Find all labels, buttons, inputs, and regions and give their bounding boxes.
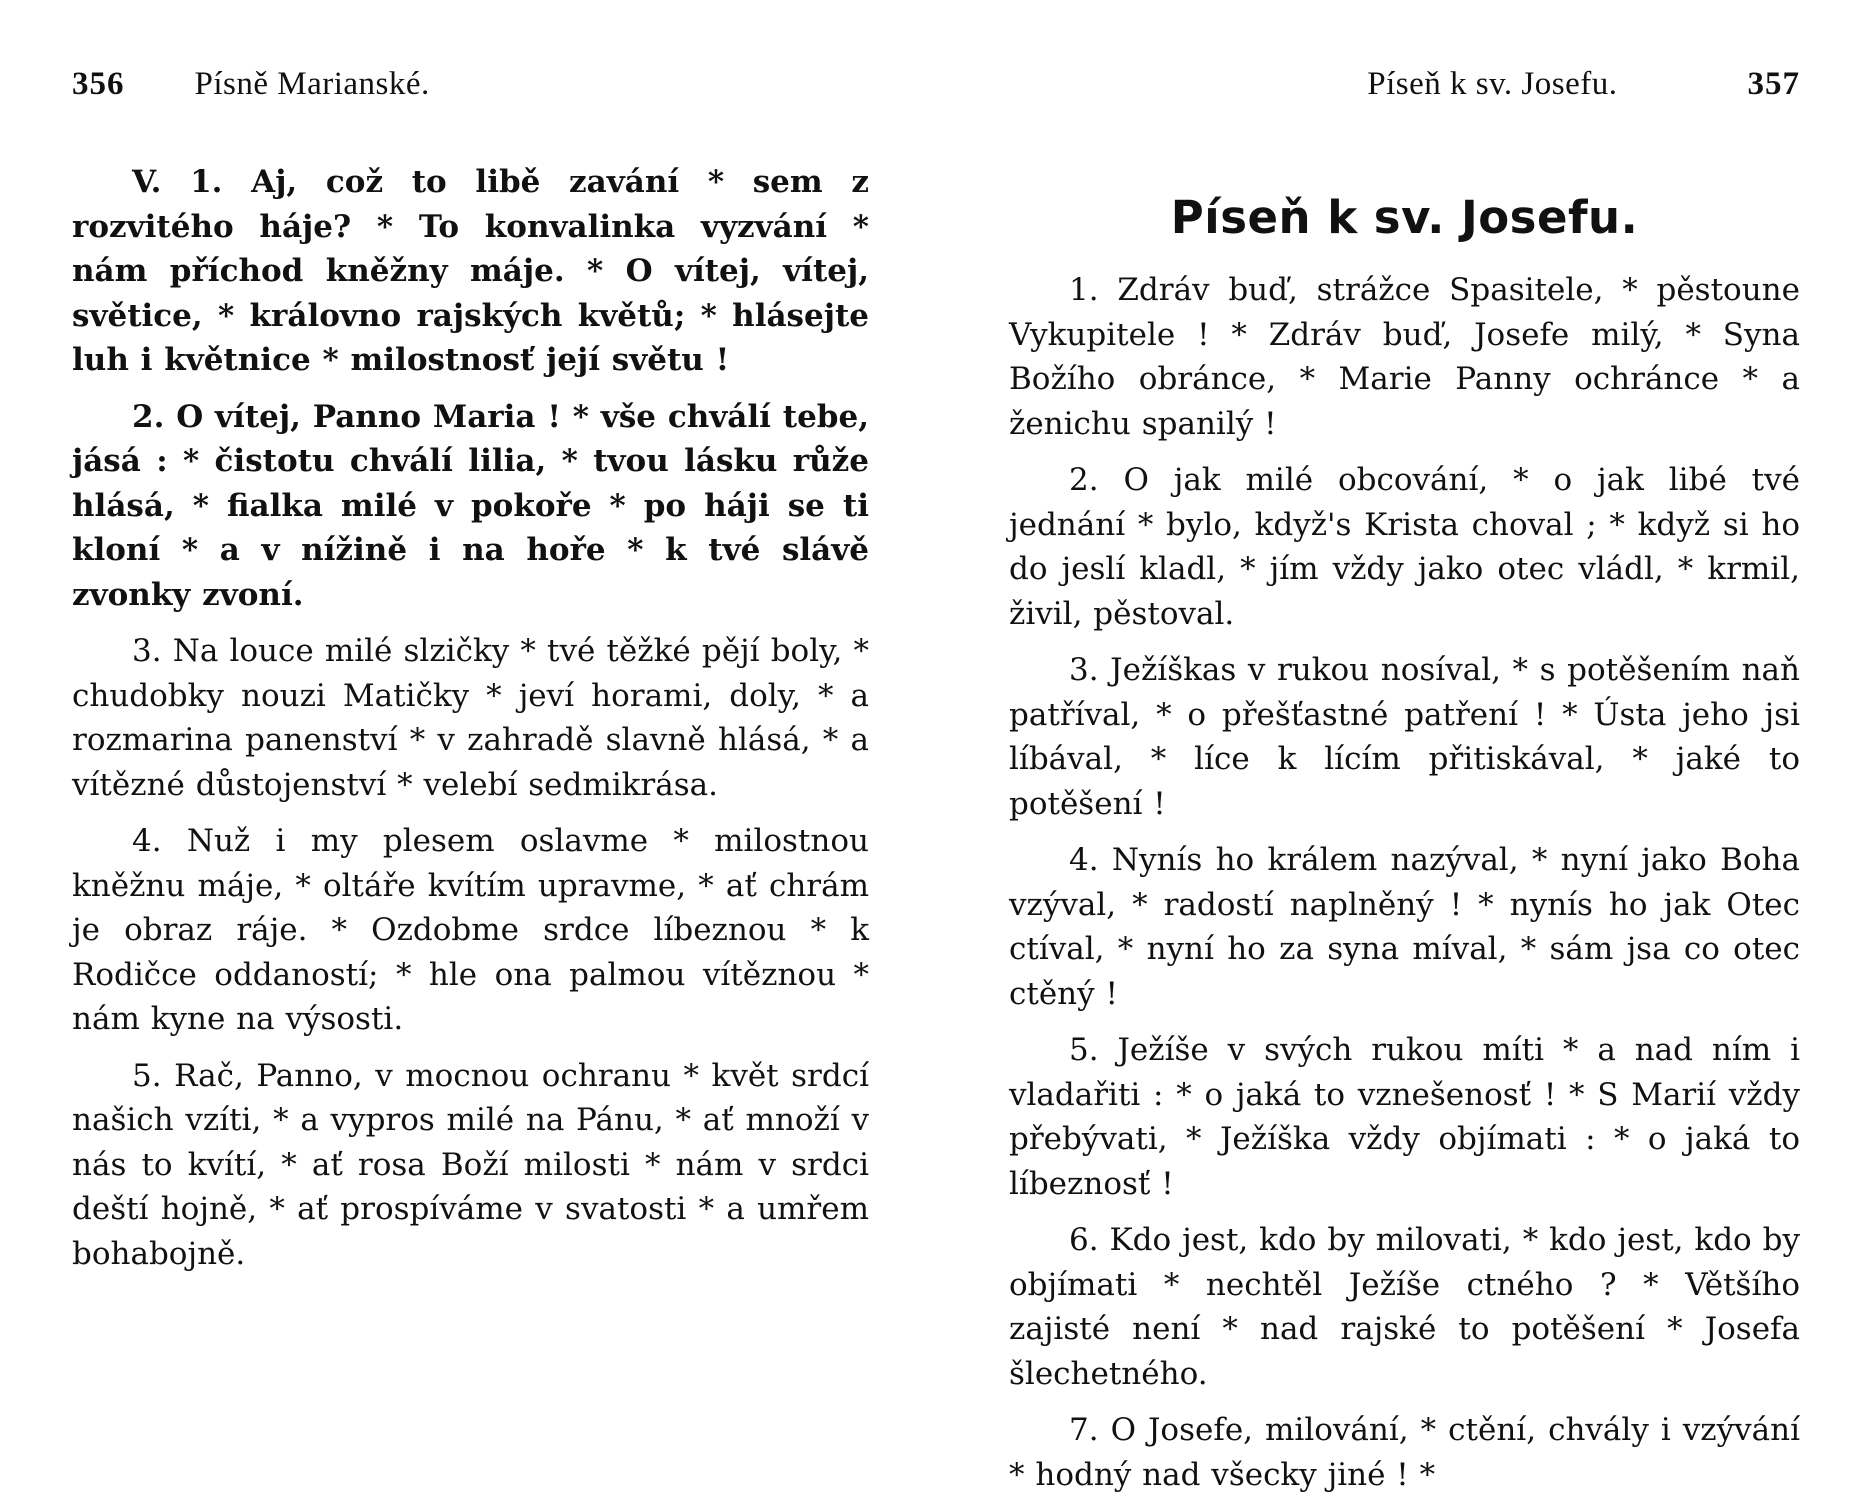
left-verses [72, 160, 869, 1276]
right-running-head [1009, 64, 1800, 110]
verse: 2. O vítej, Panno Maria ! * vše chválí tebe, jásá : * čistotu chválí lilia, * tvou lásku růže hlásá, * fialka milé v pokoře * po háji se ti kloní * a v nížině i na hoře * k tvé slávě zvonky zvoní. [72, 398, 869, 613]
verse: 5. Ježíše v svých rukou míti * a nad ním i vladařiti : * o jaká to vznešenosť ! * S Marií vždy přebývati, * Ježíška vždy objímati : * o jaká to líbeznosť ! [1009, 1032, 1800, 1202]
right-page-number: 357 [1747, 66, 1800, 102]
verse: 4. Nuž i my plesem oslavme * milostnou kněžnu máje, * oltáře kvítím upravme, * ať chrám je obraz ráje. * Ozdobme srdce líbeznou * k Rodičce oddaností; * hle ona palmou vítěznou * nám kyne na výsosti. [72, 823, 869, 1037]
left-running-title: Písně Marianské. [194, 66, 430, 102]
verse: 7. O Josefe, milování, * ctění, chvály i vzývání * hodný nad všecky jiné ! * [1009, 1412, 1800, 1493]
right-running-title: Píseň k sv. Josefu. [1367, 66, 1618, 102]
left-page-number: 356 [72, 66, 125, 102]
verse: 5. Rač, Panno, v mocnou ochranu * květ srdcí našich vzíti, * a vypros milé na Pánu, * ať množí v nás to kvítí, * ať rosa Boží milosti * nám v srdci deští hojně, * ať prospíváme v svatosti * a umřem bohabojně. [72, 1057, 869, 1272]
verse: 3. Na louce milé slzičky * tvé těžké pějí boly, * chudobky nouzi Matičky * jeví horami, doly, * a rozmarina panenství * v zahradě slavně hlásá, * a vítězné důstojenství * velebí sedmikrása. [72, 633, 869, 803]
verse: 2. O jak milé obcování, * o jak libé tvé jednání * bylo, když's Krista choval ; * když si ho do jeslí kladl, * jím vždy jako otec vládl, * krmil, živil, pěstoval. [1009, 462, 1800, 632]
verse: V. 1. Aj, což to libě zavání * sem z rozvitého háje? * To konvalinka vyzvání * nám příchod kněžny máje. * O vítej, vítej, světice, * královno rajských květů; * hlásejte luh i květnice * milostnosť její světu ! [72, 164, 869, 378]
right-verses [1009, 268, 1800, 1497]
verse: 4. Nynís ho králem nazýval, * nyní jako Boha vzýval, * radostí naplněný ! * nynís ho jak Otec ctíval, * nyní ho za syna míval, * sám jsa co otec ctěný ! [1009, 842, 1800, 1012]
song-title: Píseň k sv. Josefu. [1170, 191, 1639, 244]
verse: 1. Zdráv buď, strážce Spasitele, * pěstoune Vykupitele ! * Zdráv buď, Josefe milý, * Syna Božího obránce, * Marie Panny ochránce * a ženichu spanilý ! [1009, 272, 1800, 442]
left-running-head [72, 64, 869, 110]
verse: 6. Kdo jest, kdo by milovati, * kdo jest, kdo by objímati * nechtěl Ježíše ctného ? * Většího zajisté není * nad rajské to potěšení * Josefa šlechetného. [1009, 1222, 1800, 1392]
verse: 3. Ježíškas v rukou nosíval, * s potěšením naň patříval, * o přešťastné patření ! * Ústa jeho jsi líbával, * líce k lícím přitiskával, * jaké to potěšení ! [1009, 652, 1800, 822]
right-page [931, 0, 1862, 1500]
